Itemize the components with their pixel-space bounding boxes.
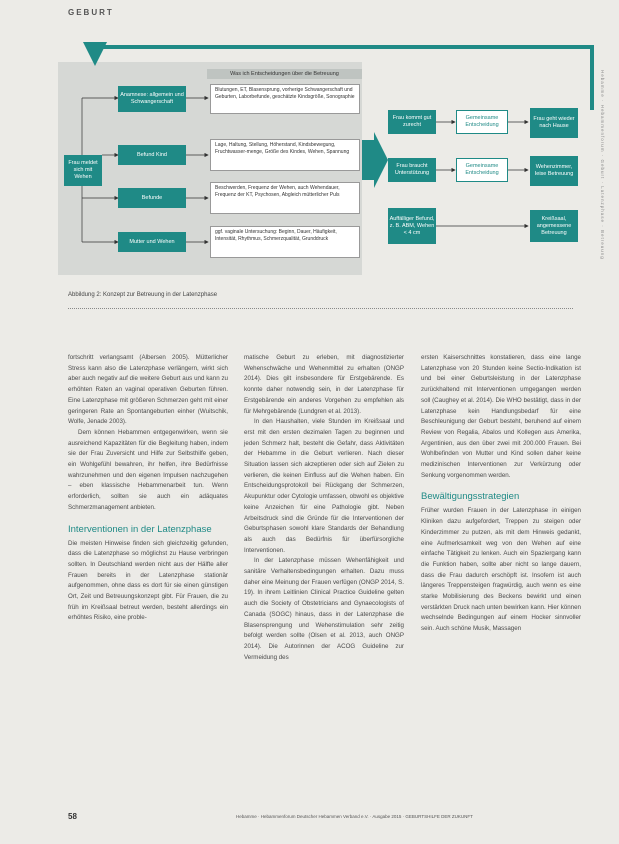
- figure-caption: Abbildung 2: Konzept zur Betreuung in der Latenzphase: [68, 292, 218, 298]
- right-node-kreisssaal: Kreißsaal, angemessene Betreuung: [530, 210, 578, 242]
- mid-node-auffaelliger-befund: Auffälliger Befund, z. B. ABM, Wehen < 4 cm: [388, 208, 436, 244]
- left-node-befund-kind: Befund Kind: [118, 145, 186, 165]
- paragraph: ersten Kaiserschnittes konstatieren, dass eine lange Latenzphase von 20 Stunden keine Sectio-Indikation ist und bei einer Geburtsleistung in der Latenzphase zurückhaltend mit Interventionen umgegangen werden soll (Caughey et al. 2014). Die WHO bestätigt, dass in der Latenzphase kein Handlungsbedarf für eine Beschleunigung der Geburt besteht, beruhend auf einem Review von Regalia, Abalos und Kollegen aus Amerika, Argentinien, aus den über zwei mit 200.000 Frauen. Bei Wohlbefinden von Mutter und Kind sollen daher keine medizinischen Interventionen zur Verkürzung oder Senkung vorgenommen werden.: [421, 354, 581, 479]
- page-number: 58: [68, 812, 77, 821]
- text-column-1: [68, 353, 228, 624]
- desc-anamnese: Blutungen, ET, Blasensprung, vorherige Schwangerschaft und Geburten, Laborbefunde, geschätzte Kindsgröße, Sonographie: [210, 84, 360, 114]
- diagram-caption-bar: Was ich Entscheidungen über die Betreuung: [207, 69, 362, 79]
- text-column-2: [244, 353, 404, 663]
- left-node-befunde: Befunde: [118, 188, 186, 208]
- start-node: Frau meldet sich mit Wehen: [64, 155, 102, 186]
- footer-text: Hebamme · Hebammenforum Deutscher Hebammen Verband e.V. · Ausgabe 2015 · GEBURTSHILFE DER ZUKUNFT: [236, 814, 473, 819]
- decision-node-1: Gemeinsame Entscheidung: [456, 110, 508, 134]
- divider: [68, 308, 573, 309]
- paragraph: Die meisten Hinweise finden sich gleichzeitig gefunden, dass die Latenzphase so möglichst zu Hause verbringen sollten. In Deutschland werden nicht aus der Hälfte aller Frauen bereits in der Latenzphase stationär aufgenommen, ohne dass es dort für sie einen günstigen Ort, Zeit und Betreuungskonzept gibt. Für Frauen, die zu früh im Kreißsaal betreut werden, besteht allerdings ein erhöhtes Risiko, eine proble-: [68, 539, 228, 622]
- desc-befund-kind: Lage, Haltung, Stellung, Höherstand, Kindsbewegung, Fruchtwasser-menge, Größe des Kindes, Wehen, Spannung: [210, 139, 360, 171]
- section-label: GEBURT: [68, 8, 114, 17]
- paragraph: fortschritt verlangsamt (Albersen 2005). Mütterlicher Stress kann also die Latenzphase verlängern, wirkt sich aber auch negativ auf die weitere Geburt aus und kann zu erhöhten Raten an vaginal operativen Geburten führen. Eine Latenzphase mit größeren Schmerzen geht mit einer geringeren Rate an Spontangeburten einher (Wuitschik, Wolfe, Jenade 2003).: [68, 354, 228, 426]
- mid-node-gut-zurecht: Frau kommt gut zurecht: [388, 110, 436, 134]
- left-node-anamnese: Anamnese: allgemein und Schwangerschaft: [118, 86, 186, 112]
- desc-befunde: Beschwerden, Frequenz der Wehen, auch Wehendauer, Frequenz der KT, Psychosen, Abgleich mütterlicher Puls: [210, 182, 360, 214]
- paragraph: Dem können Hebammen entgegenwirken, wenn sie ausreichend Kapazitäten für die Begleitung haben, indem sie der Frau Zuversicht und Hilfe zur Selbsthilfe geben, ein Wohlgefühl bewahren, ihr helfen, ihre Bedürfnisse wahrzunehmen und den eigenen Impulsen nachzugehen – eben klassische Hebammenarbeit tun. Wenn erforderlich, sollten sie auch ein adäquates Schmerzmanagement anbieten.: [68, 428, 228, 511]
- paragraph: matische Geburt zu erleben, mit diagnostizierter Wehenschwäche und Wehenmittel zu erhalten (ONGP 2014). Dies gilt insbesondere für Erstgebärende. Es konnte daher notwendig sein, in der Latenzphase für Erstgebärende ein anderes Vorgehen zu empfehlen als für Mehrgebärende (Lundgren et al. 2013).: [244, 354, 404, 415]
- text-column-3: [421, 353, 581, 635]
- decision-arrow: [362, 132, 388, 188]
- paragraph: In den Haushalten, viele Stunden im Kreißsaal und erst mit den ersten dezimalen Tagen zu beginnen und jeden Schmerz halt, besteht die Gefahr, dass Aktivitäten der Hebamme in die Geburt verlieren. Nach dieser Situation lassen sich akzeptieren oder sich auf Zielen zu verlieren, die keinen Einfluss auf die Wehen haben. Ein Entscheidungsprotokoll bei Rückgang der Schmerzen, Akupunktur oder Cytologie umfassen, obwohl es objektive keine Anzeichen für eine Pathologie gibt. Neben Arbeitsdruck sind die Gründe für die Interventionen der Geburtsphasen sowohl klare Standards der Behandlung als auch das Bedürfnis für überfürsorgliche Interventionen.: [244, 418, 404, 554]
- paragraph: Früher wurden Frauen in der Latenzphase in einigen Kliniken dazu aufgefordert, Treppen zu steigen oder Kinderzimmer zu putzen, als mit dem Hinweis gedankt, eine Aufmerksamkeit weg von den Wehen auf eine einfache Tätigkeit zu lenken. Auch ein Spaziergang kann die Funktion haben, sollte aber nicht so lange dauern, dass die Frau dadurch erschöpft ist. Insofern ist auch längeres Treppensteigen fragwürdig, auch wenn es eine starke Mobilisierung des Beckens bewirkt und einen verstärkten Druck nach unten bewirken kann. Hier können wechselnde Bedingungen auf einem Hocker sinnvoller sein. Auch schöne Musik, Massagen: [421, 507, 581, 633]
- decision-node-2: Gemeinsame Entscheidung: [456, 158, 508, 182]
- left-node-mutter-wehen: Mutter und Wehen: [118, 232, 186, 252]
- mid-node-unterstuetzung: Frau braucht Unterstützung: [388, 158, 436, 182]
- margin-note: Hebamme · Hebammenforum · Geburt · Latenzphase · Betreuung: [600, 70, 605, 260]
- desc-mutter-wehen: ggf. vaginale Untersuchung: Beginn, Dauer, Häufigkeit, Intensität, Rhythmus, Schmerzqualität, Grunddruck: [210, 226, 360, 258]
- right-node-wehenzimmer: Wehenzimmer, Ieise Betreuung: [530, 156, 578, 186]
- paragraph: In der Latenzphase müssen Wehenfähigkeit und sanitäre Verhaltensbedingungen erhalten. Dazu muss daher eine Meinung der Frauen verfügen (ONGP 2014, S. 19). In ihrem Leitlinien Clinical Practice Guideline gelten auch die Society of Obstetricians and Gynaecologists of Canada (SOGC) hinaus, dass in der Latenzphase die Blasensprengung und Wehenstimulation sehr zeitig befolgt werden sollte (Olsen et al. 2013, auch ONGP 2014). Die Autorinnen der ACOG Guideline zur Vermeidung des: [244, 557, 404, 661]
- right-node-nach-hause: Frau geht wieder nach Hause: [530, 108, 578, 138]
- section-heading-interventionen: Interventionen in der Latenzphase: [68, 523, 212, 535]
- section-heading-bewaeltigung: Bewältigungsstrategien: [421, 491, 520, 503]
